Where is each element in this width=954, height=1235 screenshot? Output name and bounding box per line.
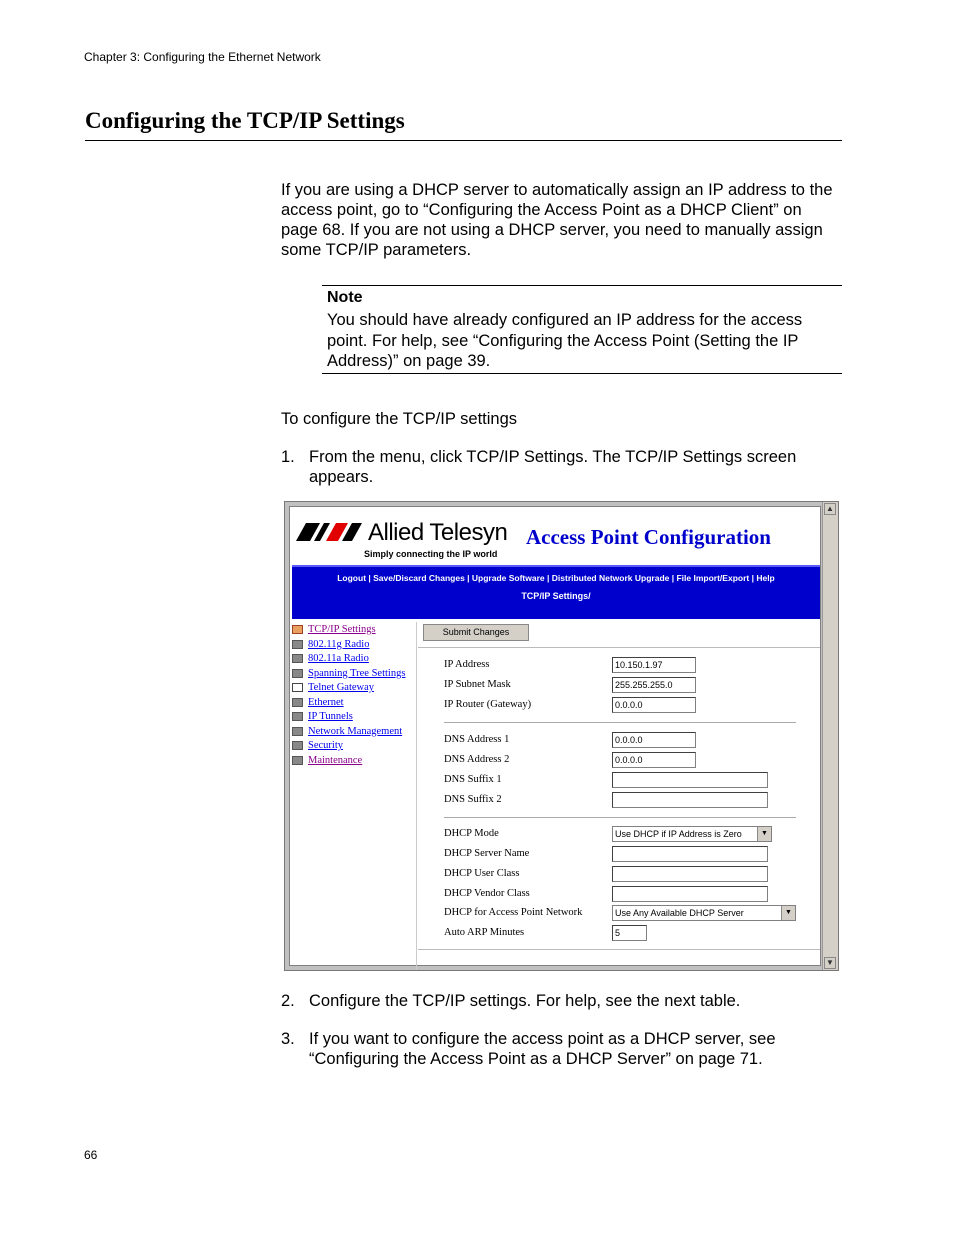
scroll-up-icon[interactable]: ▲	[824, 503, 836, 515]
sidebar-item-tcpip[interactable]	[292, 624, 376, 638]
folder-icon	[292, 640, 303, 649]
dhcp-ap-network-label: DHCP for Access Point Network	[444, 907, 583, 918]
step-text: From the menu, click TCP/IP Settings. The TCP/IP Settings screen appears.	[309, 448, 797, 486]
sidebar-label: Telnet Gateway	[308, 682, 375, 693]
page-number: 66	[84, 1148, 98, 1162]
folder-icon	[292, 741, 303, 750]
sidebar-item-80211a[interactable]	[292, 653, 369, 667]
settings-form	[418, 622, 820, 972]
dns2-label: DNS Address 2	[444, 754, 510, 765]
sidebar-item-ethernet[interactable]	[292, 697, 344, 711]
subnet-mask-label: IP Subnet Mask	[444, 679, 511, 690]
dns-suffix1-field[interactable]	[612, 772, 768, 788]
dns-suffix2-label: DNS Suffix 2	[444, 794, 502, 805]
sidebar-item-spanning-tree[interactable]	[292, 668, 405, 682]
dhcp-mode-value: Use DHCP if IP Address is Zero	[615, 829, 742, 839]
ip-address-label: IP Address	[444, 659, 490, 670]
nav-band	[292, 605, 820, 619]
divider	[418, 949, 820, 950]
divider	[418, 647, 820, 648]
step-number: 2.	[281, 992, 295, 1010]
folder-icon	[292, 654, 303, 663]
current-page-icon	[292, 625, 303, 634]
folder-icon	[292, 712, 303, 721]
sidebar-label: Maintenance	[308, 754, 363, 766]
sidebar-item-80211g[interactable]	[292, 639, 369, 653]
auto-arp-label: Auto ARP Minutes	[444, 927, 525, 938]
step-1	[281, 447, 841, 489]
procedure-intro: To configure the TCP/IP settings	[281, 410, 518, 428]
dhcp-ap-network-select[interactable]	[612, 905, 796, 921]
ip-address-field[interactable]: 10.150.1.97	[612, 657, 696, 673]
sidebar-label: 802.11a Radio	[308, 653, 369, 664]
sidebar-label: Spanning Tree Settings	[308, 667, 406, 679]
scroll-down-icon[interactable]: ▼	[824, 957, 836, 969]
sidebar-item-maintenance[interactable]	[292, 755, 362, 769]
sidebar-item-security[interactable]	[292, 740, 343, 754]
folder-icon	[292, 698, 303, 707]
divider	[444, 817, 796, 818]
gateway-field[interactable]: 0.0.0.0	[612, 697, 696, 713]
gateway-label: IP Router (Gateway)	[444, 699, 532, 710]
dns1-field[interactable]: 0.0.0.0	[612, 732, 696, 748]
subnet-mask-field[interactable]: 255.255.255.0	[612, 677, 696, 693]
sidebar-label: Ethernet	[308, 696, 344, 708]
dns1-label: DNS Address 1	[444, 734, 510, 745]
browser-viewport	[289, 506, 821, 966]
title-rule	[85, 140, 842, 141]
folder-icon	[292, 727, 303, 736]
running-header: Chapter 3: Configuring the Ethernet Network	[84, 50, 321, 64]
dhcp-server-name-label: DHCP Server Name	[444, 848, 530, 859]
dhcp-user-class-field[interactable]	[612, 866, 768, 882]
brand-name: Allied Telesyn	[368, 519, 508, 546]
logo-icon	[296, 521, 362, 543]
nav-help[interactable]: Help	[756, 573, 775, 583]
nav-distributed-upgrade[interactable]: Distributed Network Upgrade	[551, 573, 670, 583]
nav-save-discard[interactable]: Save/Discard Changes	[373, 573, 465, 583]
nav-logout[interactable]: Logout	[337, 573, 367, 583]
note-box	[322, 285, 842, 374]
brand-tagline: Simply connecting the IP world	[364, 549, 498, 559]
section-title: Configuring the TCP/IP Settings	[85, 108, 405, 133]
step-number: 3.	[281, 1030, 295, 1048]
step-text: Configure the TCP/IP settings. For help, see the next table.	[309, 992, 741, 1010]
sidebar-label: 802.11g Radio	[308, 638, 370, 650]
chevron-down-icon[interactable]: ▼	[757, 827, 771, 841]
folder-icon	[292, 756, 303, 765]
dhcp-vendor-class-field[interactable]	[612, 886, 768, 902]
document-icon	[292, 683, 303, 692]
breadcrumb: TCP/IP Settings/	[292, 588, 820, 605]
chevron-down-icon[interactable]: ▼	[781, 906, 795, 920]
step-2	[281, 991, 841, 1013]
dns-suffix2-field[interactable]	[612, 792, 768, 808]
sidebar-menu	[292, 622, 417, 970]
sidebar-label: TCP/IP Settings	[308, 624, 376, 635]
note-title: Note	[327, 289, 363, 306]
step-3	[281, 1029, 841, 1071]
note-text: You should have already configured an IP address for the access point. For help, see “Configuring the Access Point (Setting the IP Address)” on page 39.	[327, 311, 803, 370]
submit-changes-button[interactable]: Submit Changes	[423, 624, 529, 641]
sidebar-label: Security	[308, 740, 343, 751]
sidebar-item-network-management[interactable]	[292, 726, 402, 740]
step-number: 1.	[281, 448, 295, 466]
dhcp-server-name-field[interactable]	[612, 846, 768, 862]
app-title: Access Point Configuration	[526, 525, 771, 549]
screenshot-figure	[284, 501, 839, 971]
dns-suffix1-label: DNS Suffix 1	[444, 774, 502, 785]
allied-telesyn-logo	[296, 521, 518, 561]
nav-upgrade-software[interactable]: Upgrade Software	[471, 573, 545, 583]
sidebar-label: IP Tunnels	[308, 711, 353, 722]
dns2-field[interactable]: 0.0.0.0	[612, 752, 696, 768]
vertical-scrollbar[interactable]	[822, 502, 838, 970]
divider	[444, 722, 796, 723]
step-text: If you want to configure the access point as a DHCP server, see “Configuring the Access Point as a DHCP Server” on page 71.	[309, 1030, 776, 1068]
folder-icon	[292, 669, 303, 678]
top-nav: Logout | Save/Discard Changes | Upgrade Software | Distributed Network Upgrade | File Import/Export | Help	[292, 565, 820, 589]
nav-file-import-export[interactable]: File Import/Export	[676, 573, 750, 583]
dhcp-ap-network-value: Use Any Available DHCP Server	[615, 908, 744, 918]
auto-arp-field[interactable]: 5	[612, 925, 647, 941]
sidebar-item-ip-tunnels[interactable]	[292, 711, 353, 725]
sidebar-label: Network Management	[308, 725, 403, 737]
dhcp-user-class-label: DHCP User Class	[444, 868, 520, 879]
dhcp-mode-label: DHCP Mode	[444, 828, 499, 839]
dhcp-vendor-class-label: DHCP Vendor Class	[444, 888, 530, 899]
sidebar-item-telnet[interactable]	[292, 682, 374, 696]
dhcp-mode-select[interactable]	[612, 826, 772, 842]
intro-paragraph: If you are using a DHCP server to automatically assign an IP address to the access point, go to “Configuring the Access Point as a DHCP Client” on page 68. If you are not using a DHCP server, you need to manually assign some TCP/IP parameters.	[281, 181, 833, 259]
